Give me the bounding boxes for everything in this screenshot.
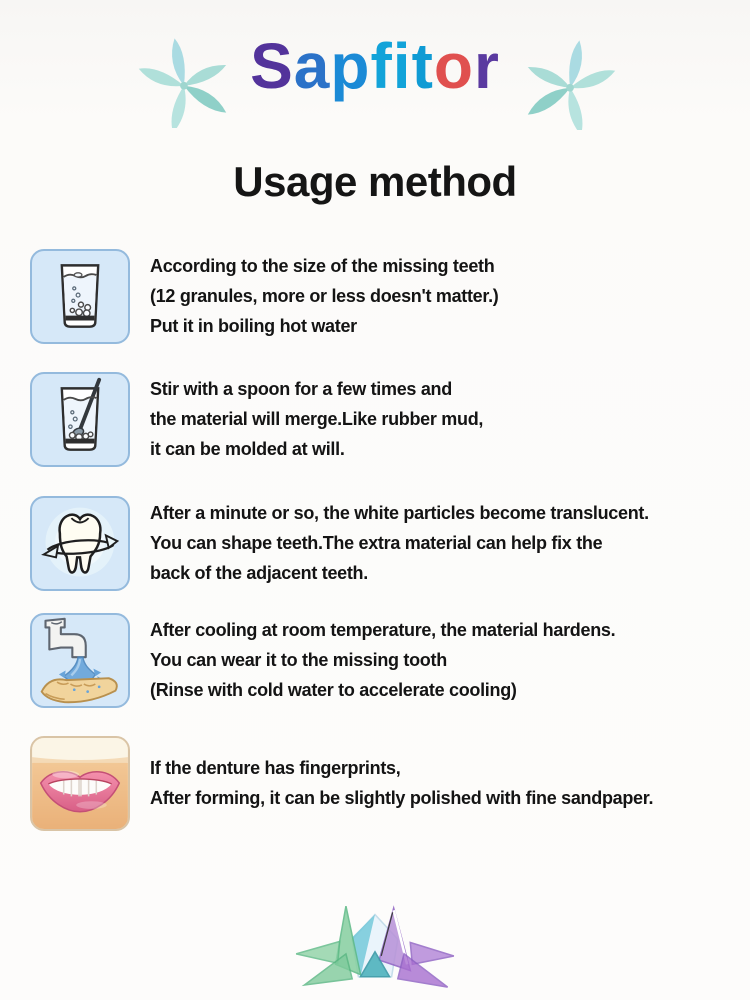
rinse-under-faucet-icon [30,613,130,708]
brand-letter: t [411,30,434,102]
step-text [150,753,653,813]
stir-glass-with-spoon-icon [30,372,130,467]
step-text [150,498,649,588]
brand-letter: f [370,30,393,102]
brand-letter: a [293,30,331,102]
step-item-3 [30,495,740,591]
step-line: After a minute or so, the white particles become translucent. [150,503,649,523]
step-text [150,374,483,464]
step-item-2 [30,371,740,467]
smiling-mouth-icon [30,736,130,831]
glass-of-water-granules-icon [30,249,130,344]
step-item-4 [30,612,740,708]
brand-letter: r [473,30,500,102]
step-item-5 [30,735,740,831]
step-line: After cooling at room temperature, the material hardens. [150,620,616,640]
step-line: Put it in boiling hot water [150,316,357,336]
brand-logo [0,18,750,114]
step-item-1 [30,248,740,344]
header [0,0,750,140]
step-line: it can be molded at will. [150,439,345,459]
page-title: Usage method [233,158,517,205]
brand-letter: i [392,30,412,102]
tooth-shaping-arrow-icon [30,496,130,591]
brand-letter: p [330,30,371,102]
brand-letter: S [250,30,294,102]
step-line: You can shape teeth.The extra material can help fix the [150,533,603,553]
step-line: If the denture has fingerprints, [150,758,401,778]
brand-letter: o [433,30,474,102]
step-line: According to the size of the missing teeth [150,256,495,276]
step-text [150,615,615,705]
step-line: Stir with a spoon for a few times and [150,379,452,399]
origami-lotus-logo [292,893,458,993]
mint-flower-icon [524,34,620,124]
step-line: After forming, it can be slightly polished with fine sandpaper. [150,788,654,808]
step-line: You can wear it to the missing tooth [150,650,447,670]
step-line: the material will merge.Like rubber mud, [150,409,484,429]
step-line: (12 granules, more or less doesn't matter.) [150,286,499,306]
step-text [150,251,499,341]
step-line: back of the adjacent teeth. [150,563,368,583]
step-line: (Rinse with cold water to accelerate cooling) [150,680,517,700]
